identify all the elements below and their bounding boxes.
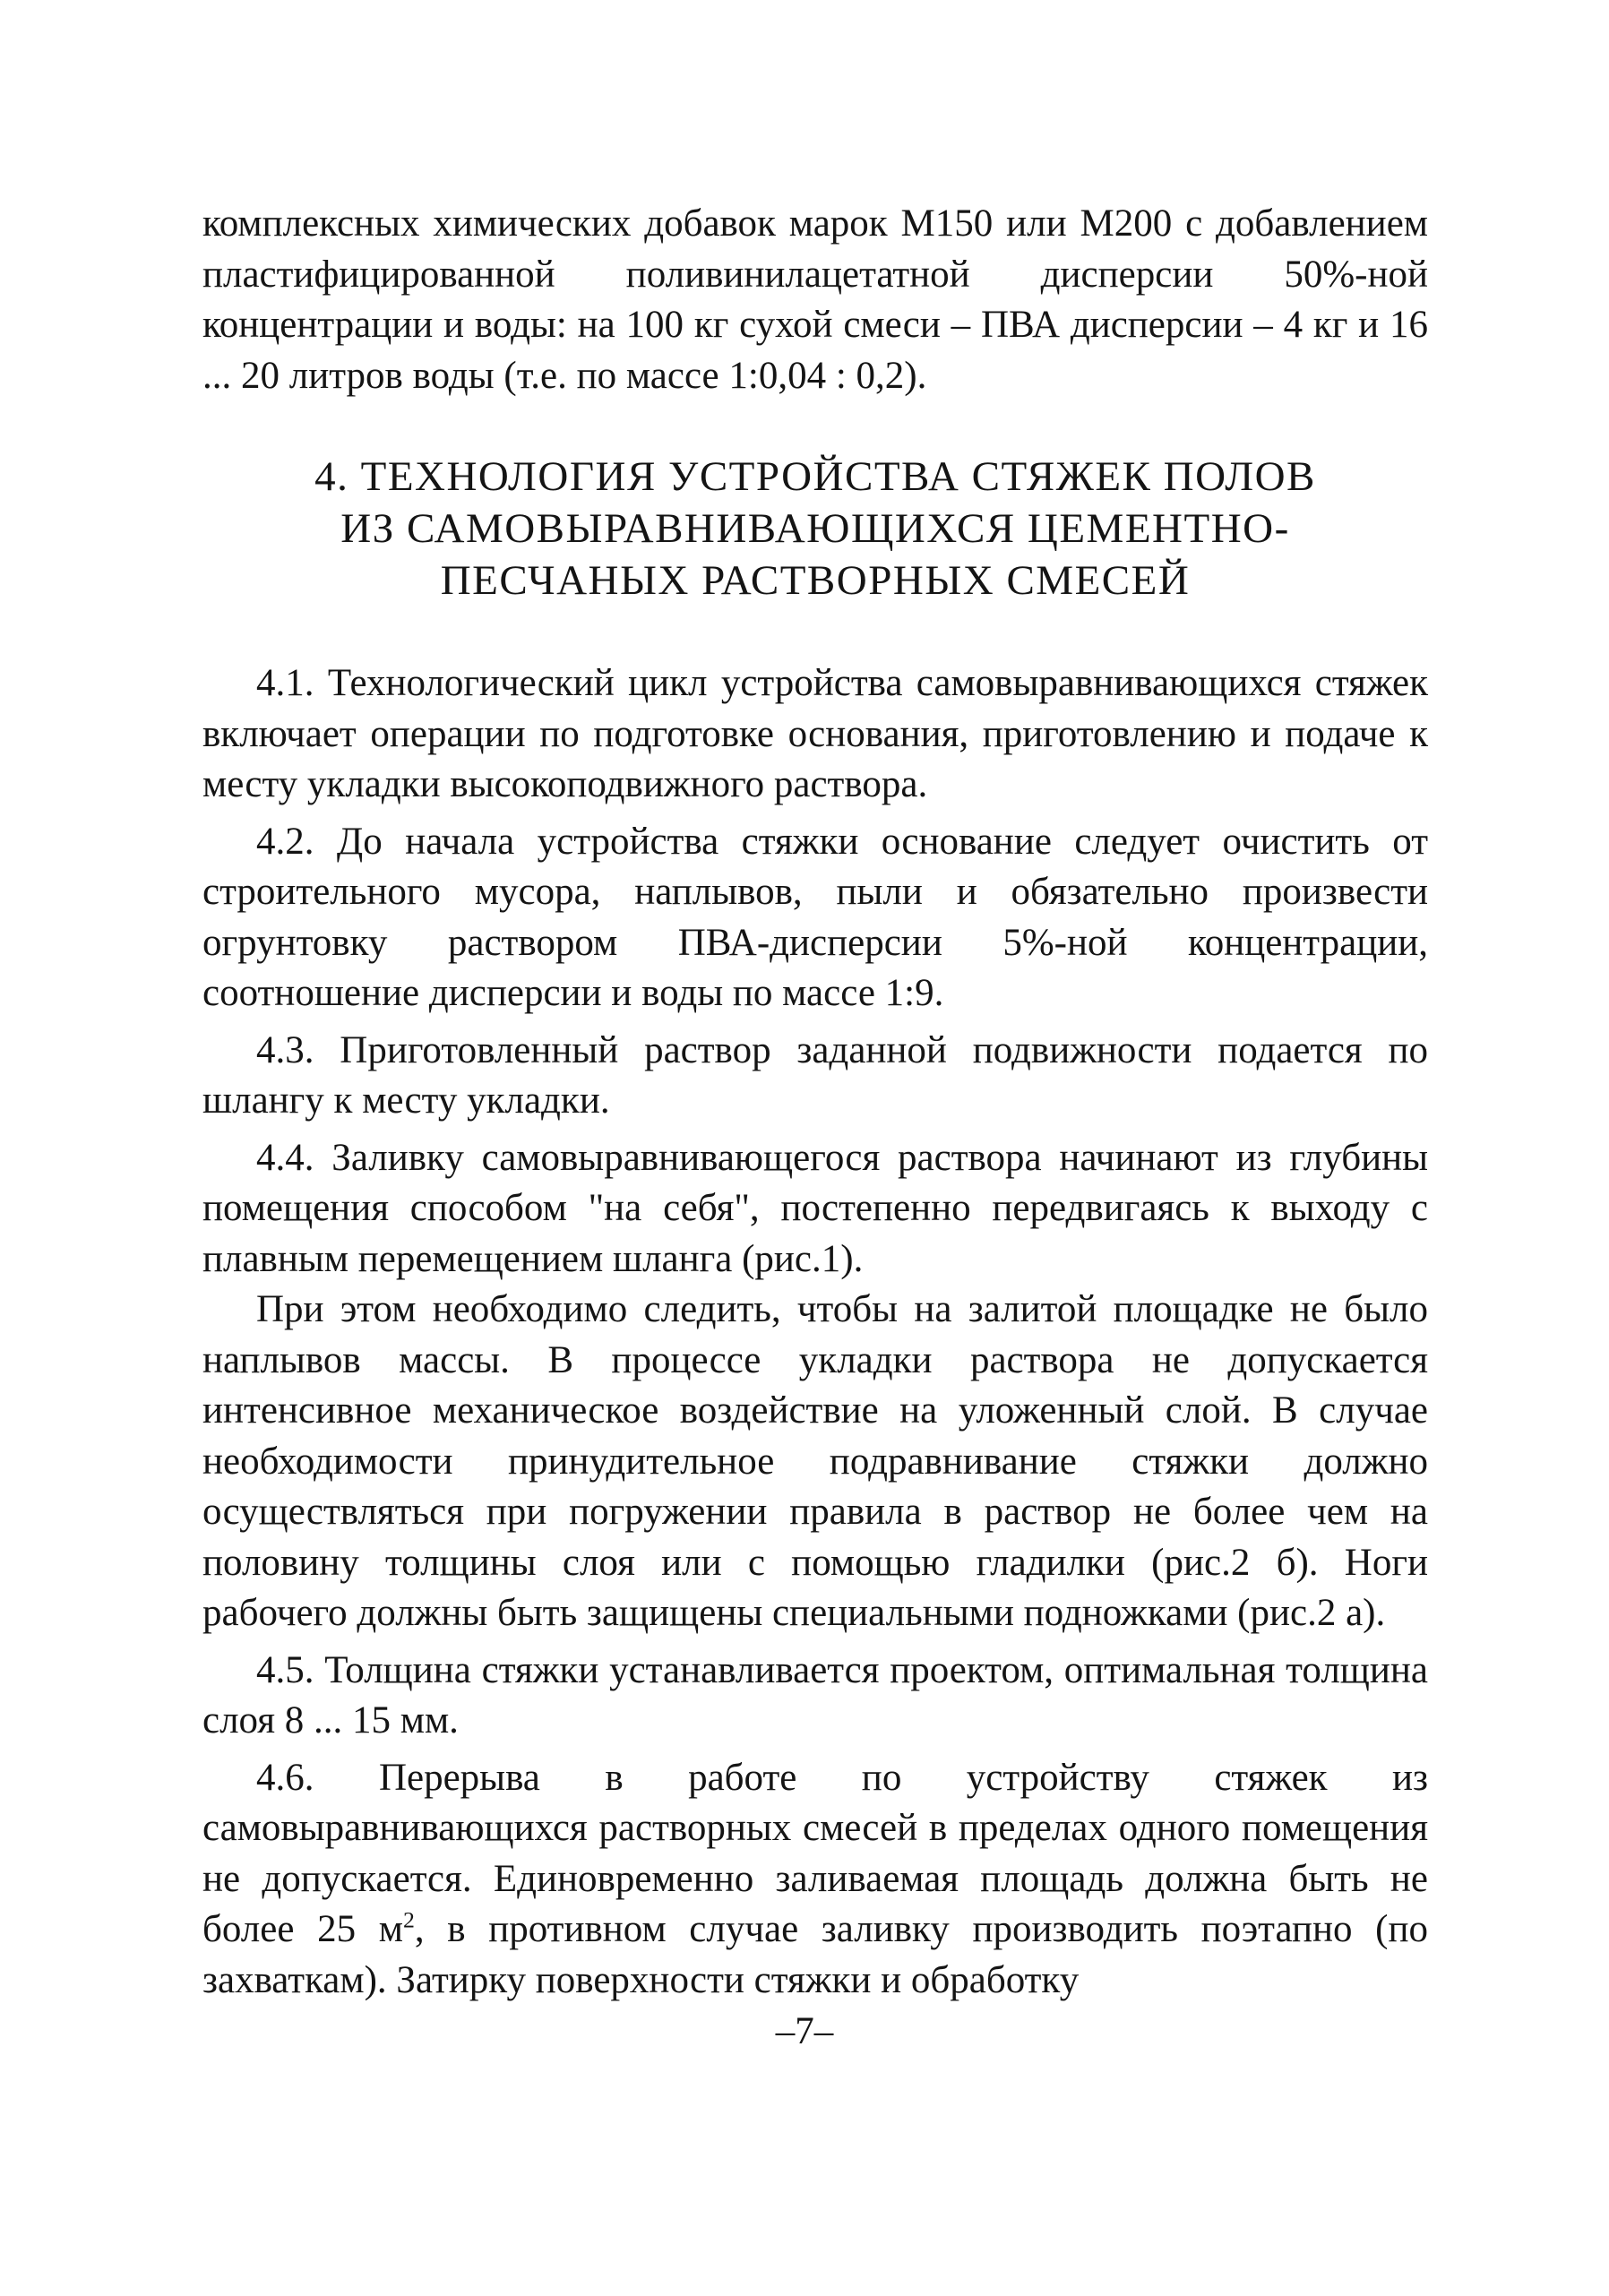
section-heading-line-3: ПЕСЧАНЫХ РАСТВОРНЫХ СМЕСЕЙ bbox=[440, 557, 1191, 604]
paragraph-4-6 bbox=[202, 1753, 1428, 2007]
paragraph-4-6-text-start: 4.6. Перерыва в работе по устройству стяжек из самовыравнивающихся растворных смесей в пределах одного помещения не допускается. Единовременно заливаемая площадь должна быть не более 25 м bbox=[202, 1756, 1428, 1950]
paragraph-4-3: 4.3. Приготовленный раствор заданной подвижности подается по шлангу к месту укладки. bbox=[202, 1028, 1428, 1122]
square-meter-superscript: 2 bbox=[402, 1906, 415, 1933]
section-heading-line-2: ИЗ САМОВЫРАВНИВАЮЩИХСЯ ЦЕМЕНТНО- bbox=[340, 505, 1290, 552]
paragraph-4-6-text-end: , в противном случае заливку производить поэтапно (по захваткам). Затирку поверхности стяжки и обработку bbox=[202, 1908, 1428, 2001]
page-number: –7– bbox=[775, 2010, 834, 2052]
section-heading bbox=[202, 451, 1428, 606]
paragraph-4-4-continued: При этом необходимо следить, чтобы на залитой площадке не было наплывов массы. В процессе укладки раствора не допускается интенсивное механическое воздействие на уложенный слой. В случае необходимости принудительное подравнивание стяжки должно осуществляться при погружении правила в раствор не более чем на половину толщины слоя или с помощью гладилки (рис.2 б). Ноги рабочего должны быть защищены специальными подножками (рис.2 а). bbox=[202, 1288, 1428, 1634]
paragraph-4-2: 4.2. До начала устройства стяжки основание следует очистить от строительного мусора, наплывов, пыли и обязательно произвести огрунтовку раствором ПВА-дисперсии 5%-ной концентрации, соотношение дисперсии и воды по массе 1:9. bbox=[202, 820, 1428, 1014]
paragraph-4-5: 4.5. Толщина стяжки устанавливается проектом, оптимальная толщина слоя 8 ... 15 мм. bbox=[202, 1648, 1428, 1741]
paragraph-4-1: 4.1. Технологический цикл устройства самовыравнивающихся стяжек включает операции по подготовке основания, приготовлению и подаче к месту укладки высокоподвижного раствора. bbox=[202, 662, 1428, 805]
paragraph-4-4: 4.4. Заливку самовыравнивающегося раствора начинают из глубины помещения способом "на себя", постепенно передвигаясь к выходу с плавным перемещением шланга (рис.1). bbox=[202, 1136, 1428, 1280]
section-body bbox=[202, 658, 1428, 2006]
section-heading-line-1: 4. ТЕХНОЛОГИЯ УСТРОЙСТВА СТЯЖЕК ПОЛОВ bbox=[314, 453, 1316, 500]
intro-paragraph: комплексных химических добавок марок М150 или М200 с добавлением пластифицированной поливинилацетатной дисперсии 50%-ной концентрации и воды: на 100 кг сухой смеси – ПВА дисперсии – 4 кг и 16 ... 20 литров воды (т.е. по массе 1:0,04 : 0,2). bbox=[202, 202, 1428, 397]
